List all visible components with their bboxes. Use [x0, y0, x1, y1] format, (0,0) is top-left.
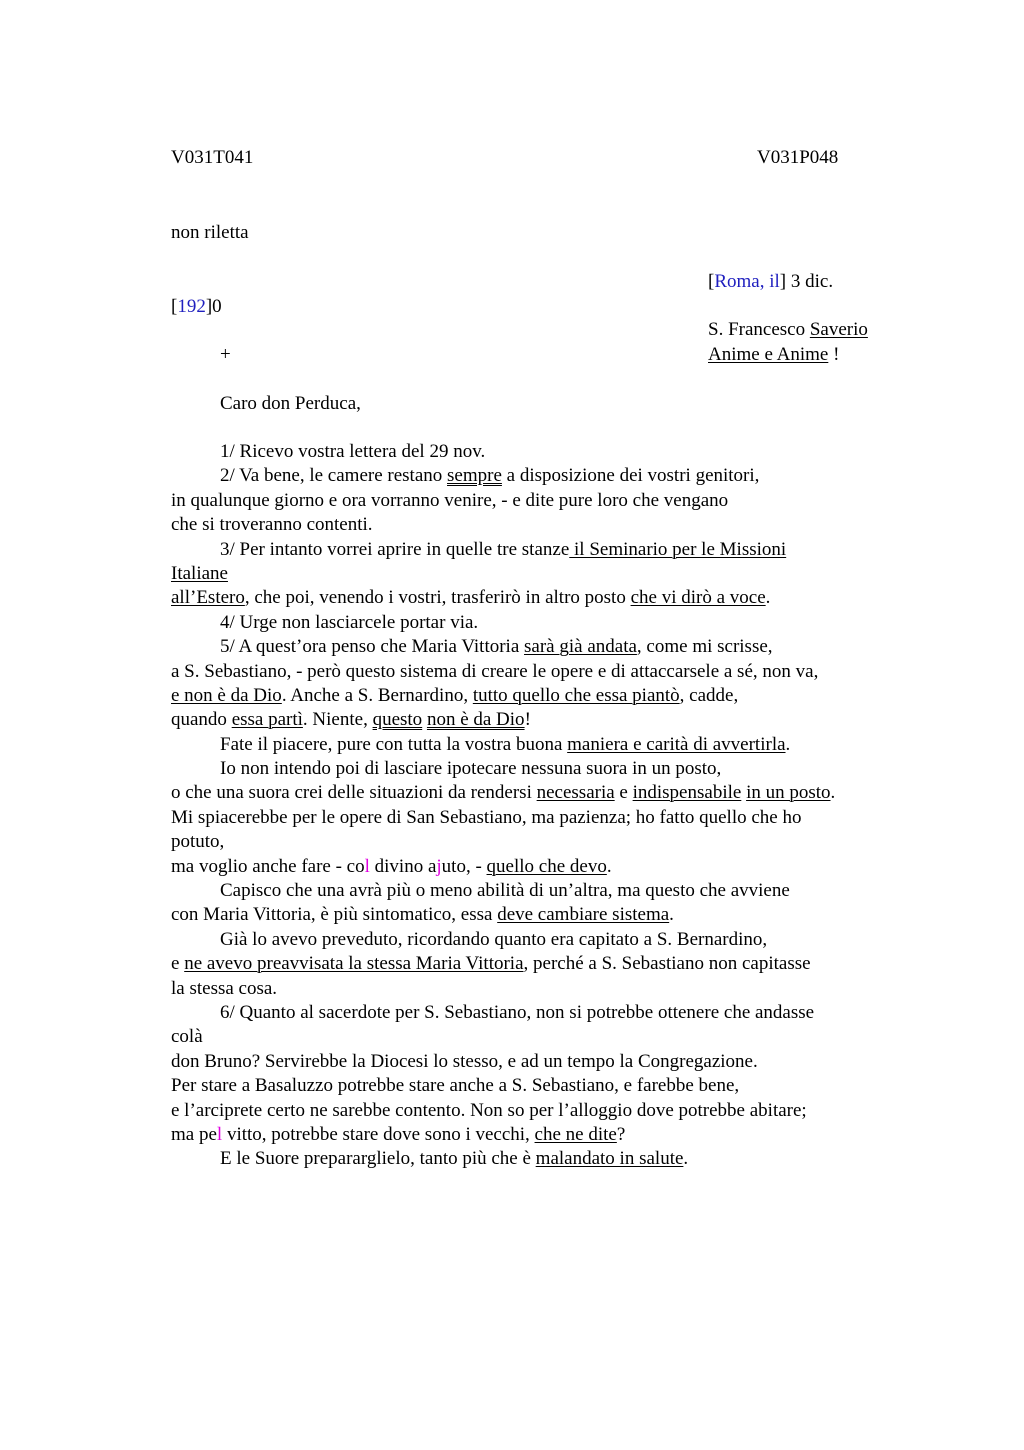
- body-line: 2/ Va bene, le camere restano sempre a disposizione dei vostri genitori,: [220, 465, 760, 487]
- body-line: 5/ A quest’ora penso che Maria Vittoria sarà già andata, come mi scrisse,: [220, 636, 773, 658]
- body-line: Mi spiacerebbe per le opere di San Sebastiano, ma pazienza; ho fatto quello che ho: [171, 806, 802, 828]
- salutation: Caro don Perduca,: [220, 393, 361, 414]
- body-line: a S. Sebastiano, - però questo sistema di creare le opere e di attaccarsele a sé, non va,: [171, 660, 819, 682]
- body-line: E le Suore prepararglielo, tanto più che è malandato in salute.: [220, 1148, 689, 1170]
- dateline-place: Roma, il: [714, 271, 780, 292]
- body-line: 1/ Ricevo vostra lettera del 29 nov.: [220, 441, 486, 462]
- body-line: Italiane: [171, 562, 228, 584]
- document-code-left: V031T041: [171, 147, 254, 168]
- status-note: non riletta: [171, 222, 249, 243]
- dateline-year: [192]0: [171, 296, 222, 317]
- body-line: Io non intendo poi di lasciare ipotecare nessuna suora in un posto,: [220, 758, 722, 780]
- body-line: e l’arciprete certo ne sarebbe contento. Non so per l’alloggio dove potrebbe abitare;: [171, 1099, 807, 1121]
- body-line: 4/ Urge non lasciarcele portar via.: [220, 611, 479, 633]
- body-line: che si troveranno contenti.: [171, 514, 373, 536]
- body-line: con Maria Vittoria, è più sintomatico, essa deve cambiare sistema.: [171, 904, 674, 926]
- document-code-right: V031P048: [757, 147, 839, 168]
- body-line: ma voglio anche fare - col divino ajuto, - quello che devo.: [171, 855, 612, 877]
- body-line: e non è da Dio. Anche a S. Bernardino, tutto quello che essa piantò, cadde,: [171, 684, 739, 706]
- letter-body: [171, 440, 931, 1172]
- body-line: in qualunque giorno e ora vorranno venire, - e dite pure loro che vengano: [171, 489, 729, 511]
- body-line: 3/ Per intanto vorrei aprire in quelle tre stanze il Seminario per le Missioni: [220, 538, 787, 560]
- body-line: Per stare a Basaluzzo potrebbe stare anche a S. Sebastiano, e farebbe bene,: [171, 1075, 740, 1097]
- body-line: ma pel vitto, potrebbe stare dove sono i vecchi, che ne dite?: [171, 1123, 626, 1145]
- body-line: la stessa cosa.: [171, 977, 278, 999]
- body-line: e ne avevo preavvisata la stessa Maria Vittoria, perché a S. Sebastiano non capitasse: [171, 953, 811, 975]
- body-line: 6/ Quanto al sacerdote per S. Sebastiano, non si potrebbe ottenere che andasse: [220, 1001, 815, 1023]
- motto-line-1: S. Francesco Saverio: [708, 319, 868, 340]
- dateline: [Roma, il] 3 dic.: [708, 271, 834, 292]
- cross-mark: +: [220, 344, 231, 365]
- body-line: Fate il piacere, pure con tutta la vostra buona maniera e carità di avvertirla.: [220, 733, 791, 755]
- body-line: quando essa partì. Niente, questo non è da Dio!: [171, 709, 531, 731]
- body-line: all’Estero, che poi, venendo i vostri, trasferirò in altro posto che vi dirò a voce.: [171, 587, 771, 609]
- body-line: potuto,: [171, 831, 225, 853]
- body-line: colà: [171, 1026, 203, 1048]
- body-line: don Bruno? Servirebbe la Diocesi lo stesso, e ad un tempo la Congregazione.: [171, 1050, 758, 1072]
- body-line: o che una suora crei delle situazioni da rendersi necessaria e indispensabile in un posto.: [171, 782, 836, 804]
- body-line: Già lo avevo preveduto, ricordando quanto era capitato a S. Bernardino,: [220, 928, 768, 950]
- body-line: Capisco che una avrà più o meno abilità di un’altra, ma questo che avviene: [220, 880, 790, 902]
- motto-line-2: Anime e Anime !: [708, 344, 840, 365]
